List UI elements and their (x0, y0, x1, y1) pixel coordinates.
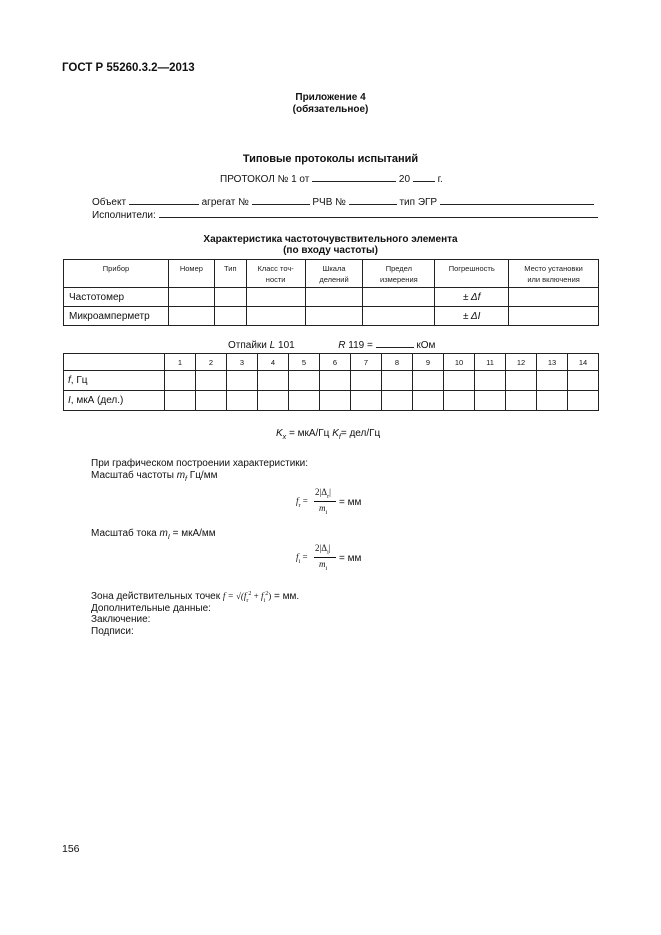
characteristic-subtitle: (по входу частоты) (283, 245, 378, 256)
r-symbol: R (338, 340, 346, 351)
conclusion-label: Заключение: (91, 614, 151, 625)
r-field (376, 338, 414, 348)
protocol-prefix: ПРОТОКОЛ № 1 от (220, 174, 310, 185)
graph-intro: При графическом построении характеристики: (91, 458, 309, 469)
data-table (63, 353, 599, 411)
table-cell (246, 307, 305, 326)
header-range: Предел измерения (363, 260, 435, 288)
table-cell (64, 354, 165, 371)
col-number: 13 (537, 354, 568, 371)
row-label-current: I, мкА (дел.) (64, 391, 165, 411)
col-number: 2 (196, 354, 227, 371)
object-label: Объект (92, 197, 127, 208)
characteristic-title: Характеристика частоточувствительного элемента (203, 234, 458, 245)
protocol-year: 20 (398, 174, 411, 185)
instrument-name: Частотомер (64, 288, 169, 307)
col-number: 5 (289, 354, 320, 371)
k-formula: $K_x = мкА/Гц$ $K_f= дел/Гц$ (276, 428, 381, 441)
signatures-label: Подписи: (91, 626, 134, 637)
col-number: 9 (413, 354, 444, 371)
header-type: Тип (214, 260, 246, 288)
object-field (129, 195, 199, 205)
table-cell (168, 307, 214, 326)
header-instrument: Прибор (64, 260, 169, 288)
instrument-error: ± ΔI (435, 307, 509, 326)
data-header-row (64, 354, 599, 371)
table-cell (246, 288, 305, 307)
header-error: Погрешность (435, 260, 509, 288)
object-line (92, 195, 594, 208)
col-number: 11 (475, 354, 506, 371)
executors-label: Исполнители: (92, 210, 156, 221)
col-number: 12 (506, 354, 537, 371)
col-number: 6 (320, 354, 351, 371)
table-cell (214, 307, 246, 326)
col-number: 10 (444, 354, 475, 371)
additional-data-label: Дополнительные данные: (91, 603, 211, 614)
instrument-name: Микроамперметр (64, 307, 169, 326)
protocol-date-field (312, 172, 396, 182)
table-cell (363, 307, 435, 326)
freq-scale-line: Масштаб частоты $m_f$ Гц/мм (91, 470, 218, 483)
egr-label: тип ЭГР (399, 197, 438, 208)
col-number: 4 (258, 354, 289, 371)
instruments-table (63, 259, 599, 326)
col-number: 7 (351, 354, 382, 371)
table-cell (305, 307, 363, 326)
table-row (64, 391, 599, 411)
protocol-year-field (413, 172, 435, 182)
zone-formula: $f = √(f_r^2 + f_i^2)$ (222, 591, 272, 604)
document-code: ГОСТ Р 55260.3.2—2013 (62, 62, 195, 74)
appendix-title: Приложение 4 (295, 92, 366, 103)
table-row (64, 307, 599, 326)
table-cell (168, 288, 214, 307)
table-cell (509, 307, 599, 326)
l-symbol: L (269, 340, 276, 351)
egr-field (440, 195, 594, 205)
formula-current-scale: $f_i$ = $2|\Delta_i|$ $m_i$ = мм (296, 543, 362, 572)
rchv-field (349, 195, 397, 205)
section-title: Типовые протоколы испытаний (242, 153, 419, 165)
r-unit: кОм (416, 340, 436, 351)
unit-field (252, 195, 310, 205)
header-location: Место установки или включения (509, 260, 599, 288)
protocol-line (220, 172, 443, 185)
col-number: 8 (382, 354, 413, 371)
zone-line: Зона действительных точек $f = √(f_r^2 + f_i^2)$ = мм. (91, 591, 300, 604)
header-number: Номер (168, 260, 214, 288)
r-value: 119 = (348, 340, 373, 351)
instrument-error: ± Δf (435, 288, 509, 307)
table-cell (305, 288, 363, 307)
table-cell (509, 288, 599, 307)
l-value: 101 (278, 340, 295, 351)
header-scale: Шкала делений (305, 260, 363, 288)
unit-label: агрегат № (201, 197, 249, 208)
appendix-subtitle: (обязательное) (292, 104, 369, 115)
col-number: 14 (568, 354, 599, 371)
page-number: 156 (62, 843, 80, 855)
table-cell (214, 288, 246, 307)
header-accuracy: Класс точ- ности (246, 260, 305, 288)
otpaiki-label: Отпайки (228, 340, 267, 351)
col-number: 1 (165, 354, 196, 371)
executors-line (92, 208, 598, 221)
protocol-suffix: г. (437, 174, 443, 185)
table-row (64, 371, 599, 391)
row-label-frequency: f, Гц (64, 371, 165, 391)
col-number: 3 (227, 354, 258, 371)
current-scale-line: Масштаб тока $m_I = мкА/мм$ (91, 528, 216, 541)
table-row (64, 288, 599, 307)
instruments-header-row (64, 260, 599, 288)
settings-line (228, 338, 435, 351)
rchv-label: РЧВ № (312, 197, 346, 208)
executors-field (159, 208, 598, 218)
table-cell (363, 288, 435, 307)
formula-freq-scale: $f_r$ = $2|\Delta_r|$ $m_i$ = мм (296, 487, 362, 516)
